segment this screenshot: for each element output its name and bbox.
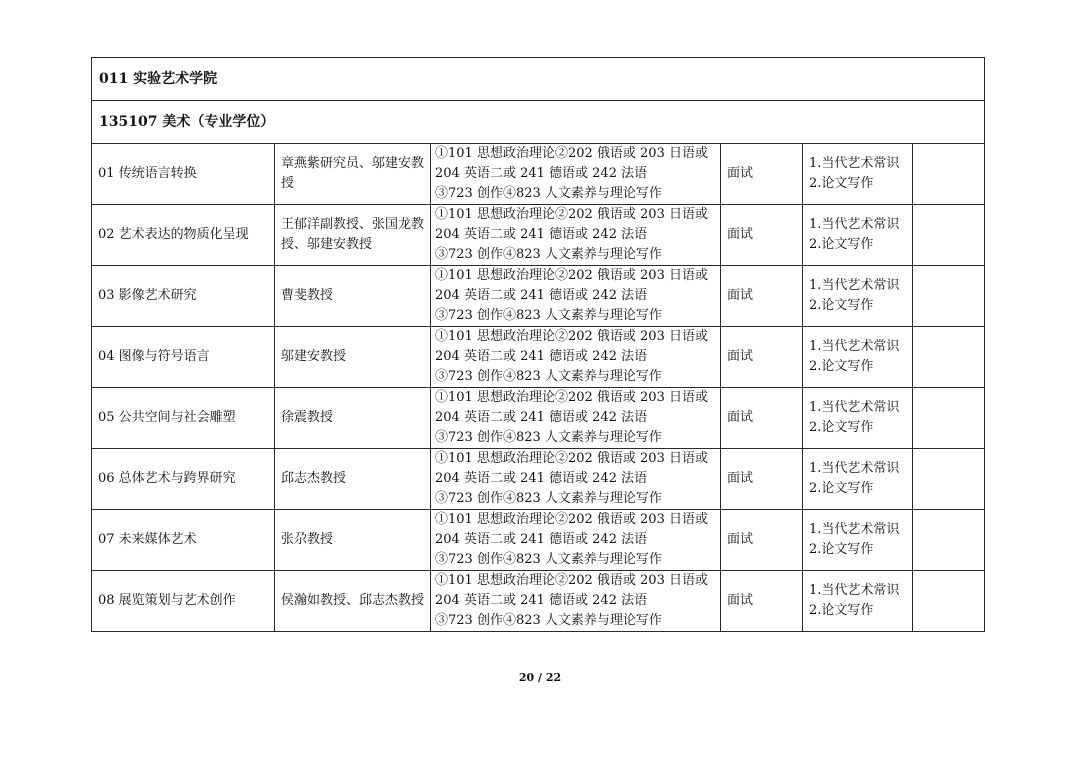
- research-direction-cell: 04 图像与符号语言: [92, 327, 275, 388]
- table-row: [92, 327, 985, 388]
- exam-subject-line: ③723 创作④823 人文素养与理论写作: [435, 247, 662, 262]
- exam-subject-line: ①101 思想政治理论②202 俄语或 203 日语或: [435, 573, 708, 588]
- table-row: [92, 144, 985, 205]
- retest-subject-line: 2.论文写作: [809, 420, 874, 435]
- exam-subjects-cell: [431, 205, 721, 266]
- remarks-cell: [913, 388, 985, 449]
- retest-method-cell: 面试: [721, 510, 803, 571]
- retest-subject-line: 1.当代艺术常识: [809, 217, 900, 232]
- retest-method-cell: 面试: [721, 144, 803, 205]
- supervisor-cell: 曹斐教授: [275, 266, 431, 327]
- exam-subjects-cell: [431, 144, 721, 205]
- table-row: [92, 449, 985, 510]
- remarks-cell: [913, 266, 985, 327]
- table-row: [92, 571, 985, 632]
- retest-subjects-cell: [803, 144, 913, 205]
- retest-subject-line: 1.当代艺术常识: [809, 461, 900, 476]
- exam-subject-line: 204 英语二或 241 德语或 242 法语: [435, 349, 648, 364]
- retest-subjects-cell: [803, 449, 913, 510]
- retest-subject-line: 2.论文写作: [809, 176, 874, 191]
- remarks-cell: [913, 571, 985, 632]
- institute-row: [92, 58, 985, 101]
- exam-subject-line: ③723 创作④823 人文素养与理论写作: [435, 308, 662, 323]
- page-number: 20 / 22: [518, 671, 562, 684]
- retest-method-cell: 面试: [721, 205, 803, 266]
- retest-subject-line: 2.论文写作: [809, 481, 874, 496]
- exam-subject-line: 204 英语二或 241 德语或 242 法语: [435, 288, 648, 303]
- research-direction-cell: 03 影像艺术研究: [92, 266, 275, 327]
- exam-subject-line: ③723 创作④823 人文素养与理论写作: [435, 552, 662, 567]
- supervisor-cell: 章燕紫研究员、邬建安教授: [275, 144, 431, 205]
- retest-subjects-cell: [803, 571, 913, 632]
- institute-title: 011 实验艺术学院: [92, 58, 985, 101]
- supervisor-cell: 张尕教授: [275, 510, 431, 571]
- remarks-cell: [913, 510, 985, 571]
- exam-subjects-cell: [431, 449, 721, 510]
- retest-subject-line: 2.论文写作: [809, 542, 874, 557]
- remarks-cell: [913, 144, 985, 205]
- exam-subject-line: ①101 思想政治理论②202 俄语或 203 日语或: [435, 390, 708, 405]
- retest-method-cell: 面试: [721, 266, 803, 327]
- research-direction-cell: 02 艺术表达的物质化呈现: [92, 205, 275, 266]
- exam-subject-line: ①101 思想政治理论②202 俄语或 203 日语或: [435, 329, 708, 344]
- exam-subject-line: 204 英语二或 241 德语或 242 法语: [435, 471, 648, 486]
- exam-subject-line: ①101 思想政治理论②202 俄语或 203 日语或: [435, 146, 708, 161]
- exam-subjects-cell: [431, 388, 721, 449]
- retest-subject-line: 1.当代艺术常识: [809, 400, 900, 415]
- retest-method-cell: 面试: [721, 449, 803, 510]
- supervisor-cell: 邱志杰教授: [275, 449, 431, 510]
- exam-subject-line: 204 英语二或 241 德语或 242 法语: [435, 593, 648, 608]
- exam-subject-line: 204 英语二或 241 德语或 242 法语: [435, 532, 648, 547]
- retest-subjects-cell: [803, 205, 913, 266]
- exam-subject-line: ③723 创作④823 人文素养与理论写作: [435, 491, 662, 506]
- research-direction-cell: 01 传统语言转换: [92, 144, 275, 205]
- remarks-cell: [913, 205, 985, 266]
- exam-subjects-cell: [431, 571, 721, 632]
- remarks-cell: [913, 327, 985, 388]
- retest-subject-line: 1.当代艺术常识: [809, 156, 900, 171]
- retest-subjects-cell: [803, 266, 913, 327]
- exam-subject-line: ①101 思想政治理论②202 俄语或 203 日语或: [435, 207, 708, 222]
- retest-subjects-cell: [803, 510, 913, 571]
- retest-subject-line: 2.论文写作: [809, 603, 874, 618]
- exam-subject-line: ③723 创作④823 人文素养与理论写作: [435, 613, 662, 628]
- table-row: [92, 205, 985, 266]
- research-direction-cell: 07 未来媒体艺术: [92, 510, 275, 571]
- program-table: [91, 57, 985, 632]
- retest-subject-line: 2.论文写作: [809, 359, 874, 374]
- retest-subject-line: 2.论文写作: [809, 298, 874, 313]
- exam-subject-line: ①101 思想政治理论②202 俄语或 203 日语或: [435, 512, 708, 527]
- table-row: [92, 266, 985, 327]
- exam-subjects-cell: [431, 327, 721, 388]
- research-direction-cell: 06 总体艺术与跨界研究: [92, 449, 275, 510]
- retest-method-cell: 面试: [721, 388, 803, 449]
- supervisor-cell: 徐震教授: [275, 388, 431, 449]
- exam-subjects-cell: [431, 510, 721, 571]
- exam-subject-line: 204 英语二或 241 德语或 242 法语: [435, 166, 648, 181]
- major-row: [92, 101, 985, 144]
- exam-subject-line: ①101 思想政治理论②202 俄语或 203 日语或: [435, 451, 708, 466]
- supervisor-cell: 王郁洋副教授、张国龙教授、邬建安教授: [275, 205, 431, 266]
- retest-subject-line: 1.当代艺术常识: [809, 278, 900, 293]
- exam-subject-line: 204 英语二或 241 德语或 242 法语: [435, 410, 648, 425]
- retest-subjects-cell: [803, 388, 913, 449]
- retest-method-cell: 面试: [721, 571, 803, 632]
- research-direction-cell: 05 公共空间与社会雕塑: [92, 388, 275, 449]
- retest-method-cell: 面试: [721, 327, 803, 388]
- retest-subject-line: 1.当代艺术常识: [809, 522, 900, 537]
- exam-subject-line: ③723 创作④823 人文素养与理论写作: [435, 369, 662, 384]
- exam-subject-line: ①101 思想政治理论②202 俄语或 203 日语或: [435, 268, 708, 283]
- retest-subject-line: 1.当代艺术常识: [809, 583, 900, 598]
- supervisor-cell: 邬建安教授: [275, 327, 431, 388]
- retest-subject-line: 2.论文写作: [809, 237, 874, 252]
- supervisor-cell: 侯瀚如教授、邱志杰教授: [275, 571, 431, 632]
- exam-subject-line: ③723 创作④823 人文素养与理论写作: [435, 186, 662, 201]
- retest-subjects-cell: [803, 327, 913, 388]
- retest-subject-line: 1.当代艺术常识: [809, 339, 900, 354]
- research-direction-cell: 08 展览策划与艺术创作: [92, 571, 275, 632]
- major-title: 135107 美术（专业学位）: [92, 101, 985, 144]
- exam-subject-line: ③723 创作④823 人文素养与理论写作: [435, 430, 662, 445]
- remarks-cell: [913, 449, 985, 510]
- exam-subject-line: 204 英语二或 241 德语或 242 法语: [435, 227, 648, 242]
- table-row: [92, 388, 985, 449]
- exam-subjects-cell: [431, 266, 721, 327]
- table-row: [92, 510, 985, 571]
